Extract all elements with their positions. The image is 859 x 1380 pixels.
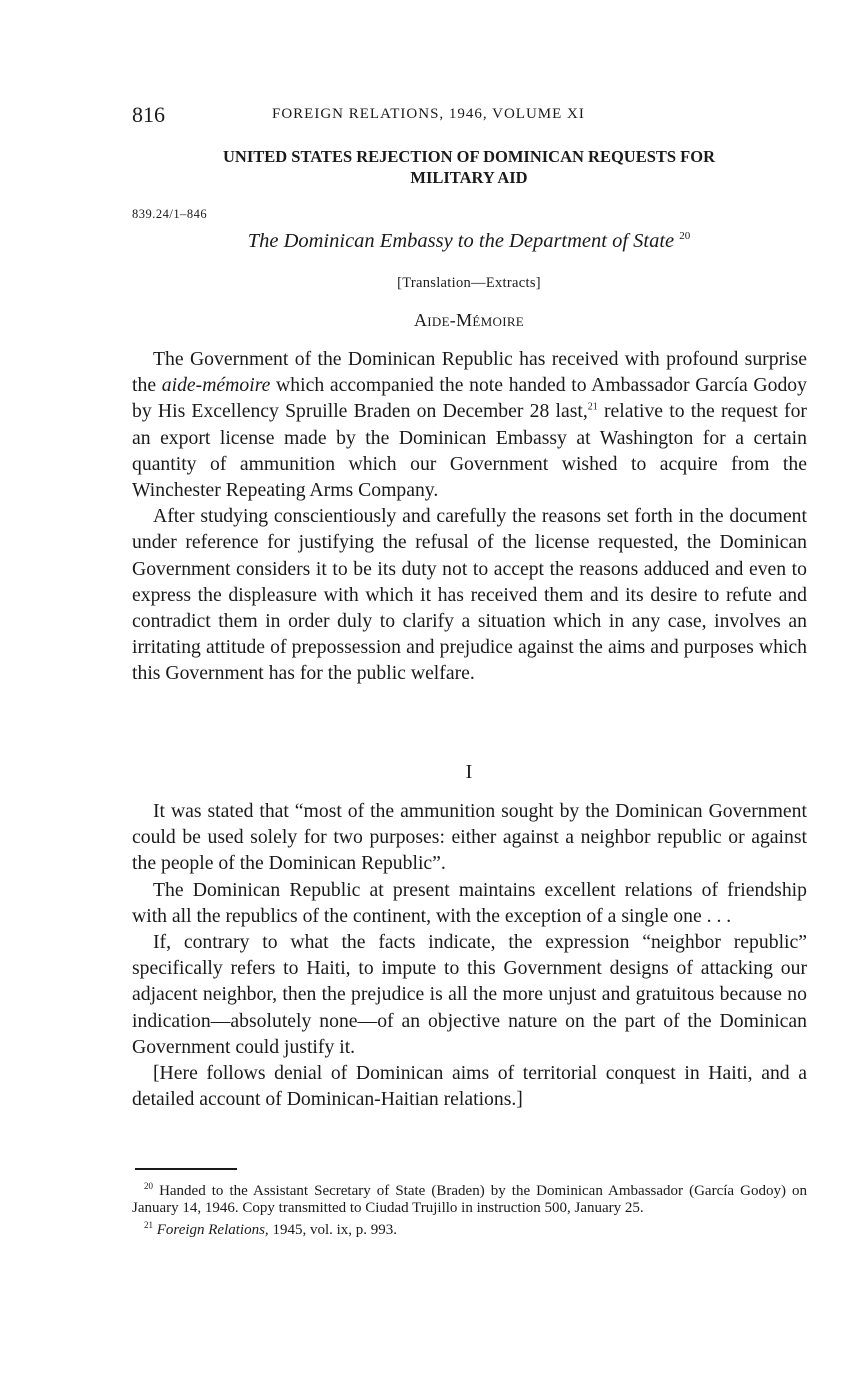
translation-note: [Translation—Extracts]	[397, 275, 541, 291]
page-number: 816	[132, 102, 165, 127]
document-title-text: The Dominican Embassy to the Department of State	[247, 230, 675, 252]
footnote-21-italic: Foreign Relations,	[156, 1222, 269, 1239]
footnote-divider	[135, 1168, 237, 1170]
paragraph-1-text-a: The Government of the Dominican Republic has received with profound surprise the	[132, 348, 807, 397]
paragraph-6: [Here follows denial of Dominican aims of territorial conquest in Haiti, and a detailed account of Dominican-Haitian relations.]	[132, 1062, 807, 1111]
paragraph-5: If, contrary to what the facts indicate, the expression “neighbor republic” specifically refers to Haiti, to impute to this Government designs of attacking our adjacent neighbor, then the prejudice is all the more unjust and gratuitous because no indication—absolutely none—of an objective nature on the part of the Dominican Government could justify it.	[132, 931, 807, 1058]
section-title-line-1: UNITED STATES REJECTION OF DOMINICAN REQUESTS FOR	[222, 147, 716, 166]
section-title-line-2: MILITARY AID	[410, 168, 528, 187]
paragraph-1-italic: aide-mémoire	[161, 374, 271, 397]
footnote-ref-20: 20	[679, 230, 691, 243]
paragraph-2: After studying conscientiously and carefully the reasons set forth in the document under reference for justifying the refusal of the license requested, the Dominican Government considers it to be its duty not to accept the reasons adduced and even to express the displeasure with which it has received them and its desire to refute and contradict them in order duly to clarify a situation which in any case, involves an irritating attitude of prepossession and prejudice against the aims and purposes which this Government has for the public welfare.	[132, 505, 807, 685]
section-number: I	[465, 761, 473, 783]
footnote-21-marker: 21	[144, 1220, 153, 1231]
paragraph-1-text-b: which accompanied the note handed to Ambassador García Godoy by His Excellency Spruille Braden on December 28 last,	[132, 374, 807, 423]
document-title	[132, 230, 806, 253]
running-head: FOREIGN RELATIONS, 1946, VOLUME XI	[272, 106, 585, 122]
memo-body-part-1	[132, 346, 807, 687]
footnote-21	[132, 1217, 807, 1239]
paragraph-1-text-c: relative to the request for an export license made by the Dominican Embassy at Washington for a certain quantity of ammunition which our Government wished to acquire from the Winchester Repeating Arms Company.	[132, 400, 807, 502]
memo-heading: Aide-Mémoire	[413, 310, 525, 330]
paragraph-3: It was stated that “most of the ammunition sought by the Dominican Government could be used solely for two purposes: either against a neighbor republic or against the people of the Dominican Republic”.	[132, 800, 807, 875]
file-number: 839.24/1–846	[132, 207, 208, 221]
footnotes	[132, 1178, 807, 1240]
footnote-20-marker: 20	[144, 1181, 153, 1191]
section-title	[132, 146, 806, 188]
paragraph-1	[132, 346, 807, 503]
memo-body-part-2	[132, 798, 807, 1112]
footnote-20-text: Handed to the Assistant Secretary of State (Braden) by the Dominican Ambassador (García Godoy) on January 14, 1946. Copy transmitted to Ciudad Trujillo in instruction 500, January 25.	[132, 1183, 808, 1217]
footnote-ref-21: 21	[587, 401, 598, 413]
page-header	[132, 102, 806, 130]
footnote-21-text: 1945, vol. ix, p. 993.	[268, 1222, 398, 1239]
footnote-20	[132, 1178, 807, 1217]
paragraph-4: The Dominican Republic at present maintains excellent relations of friendship with all the republics of the continent, with the exception of a single one . . .	[132, 878, 807, 927]
